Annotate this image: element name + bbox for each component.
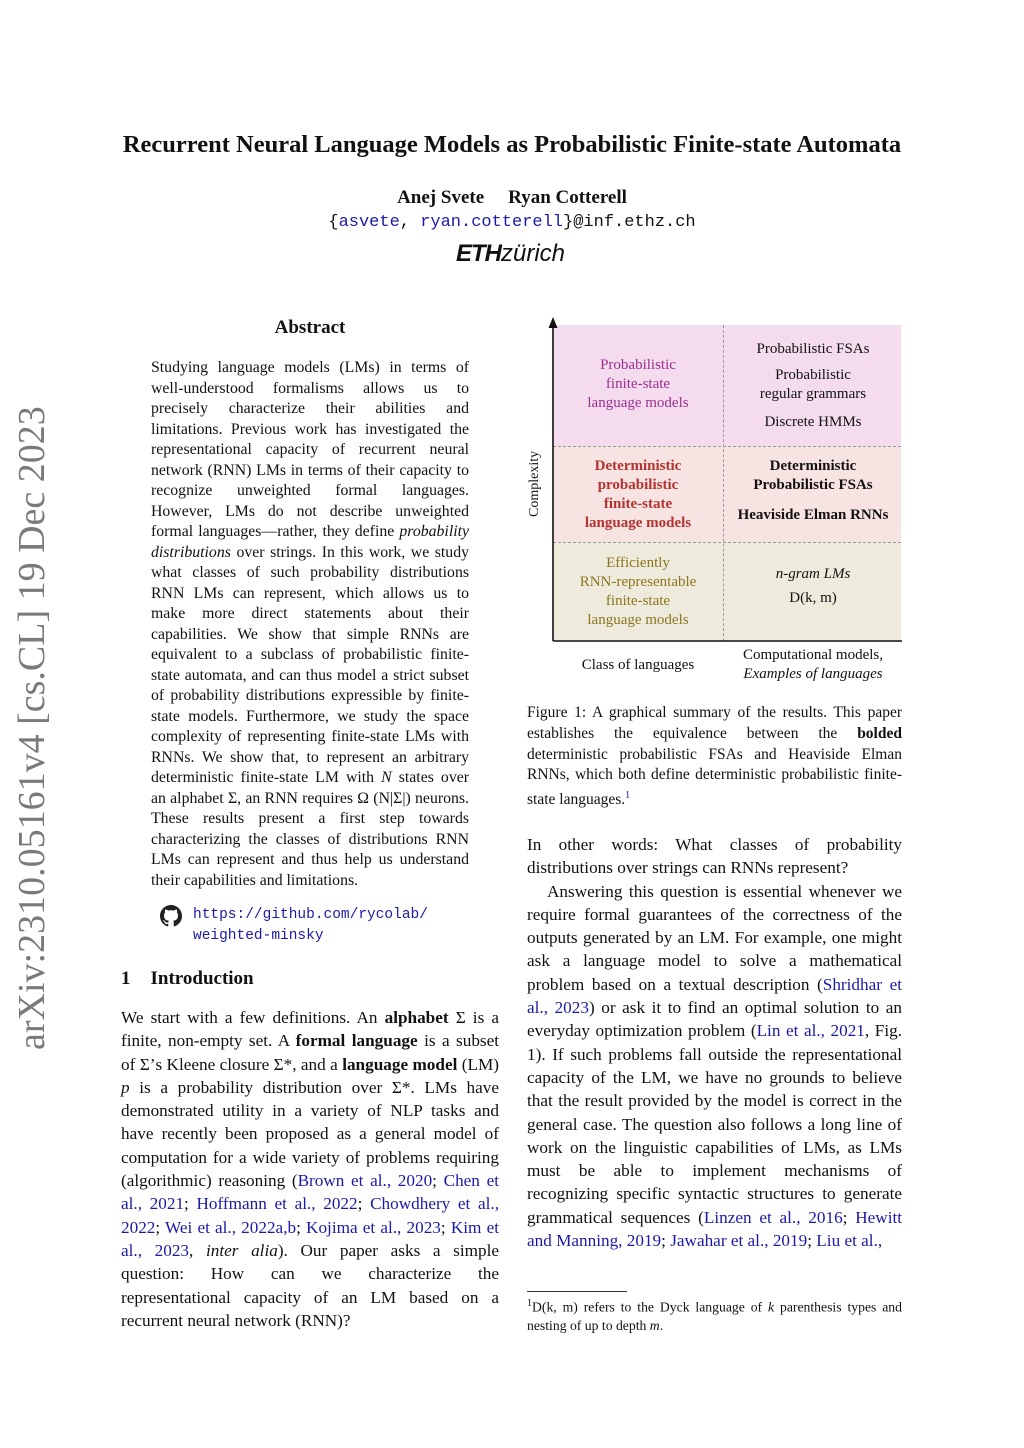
citation-link[interactable]: Linzen et al., 2016 <box>703 1207 843 1227</box>
footnote-rule <box>527 1291 627 1292</box>
top-left-cell: Probabilistic finite-state language models <box>587 357 689 411</box>
arxiv-watermark: arXiv:2310.05161v4 [cs.CL] 19 Dec 2023 <box>11 406 53 1050</box>
affiliation-logo <box>456 240 565 268</box>
bot-right-cell: n-gram LMs D(k, m) <box>775 566 851 606</box>
citation-link[interactable]: Shridhar et al., 2023 <box>527 974 902 1018</box>
abstract-body: Studying language models (LMs) in terms of well-understood formalisms allows us to precisely characterize their abilities and limitations. Previous work has investigated the representational capacity of recurrent neural network (RNN) LMs in terms of their capacity to recognize unweighted formal languages. However, LMs do not describe unweighted formal languages—rather, they define probability distributions over strings. In this work, we study what classes of such probability distributions RNN LMs can represent, which allows us to make more direct statements about their capabilities. We show that simple RNNs are equivalent to a subclass of probabilistic finite-state automata, and can thus model a strict subset of probability distributions expressible by finite-state models. Furthermore, we study the space complexity of representing finite-state LMs with RNNs. We show that, to represent an arbitrary deterministic finite-state LM with N states over an alphabet Σ, an RNN requires Ω (N|Σ|) neurons. These results present a first step towards characterizing the classes of distributions RNN LMs can represent and thus help us understand their capabilities and limitations. <box>151 359 469 889</box>
x-axis-label-right: Computational models, Examples of languages <box>743 647 883 682</box>
section-heading: 1 Introduction <box>121 968 254 989</box>
mid-left-cell: Deterministic probabilistic finite-state language models <box>584 458 692 531</box>
author-name: Ryan Cotterell <box>508 187 627 208</box>
citation-link[interactable]: Kojima et al., 2023 <box>306 1217 441 1237</box>
figure-caption: Figure 1: A graphical summary of the results. This paper establishes the equivalence between the bolded deterministic probabilistic FSAs and Heaviside Elman RNNs, which both define deterministic probabilistic finite-state languages.$^1$ <box>527 704 902 809</box>
mid-right-cell: Deterministic Probabilistic FSAs Heaviside Elman RNNs <box>737 458 889 523</box>
email-brace: { <box>328 213 339 232</box>
author-name: Anej Svete <box>397 187 485 208</box>
paper-title: Recurrent Neural Language Models as Probabilistic Finite-state Automata <box>122 131 902 158</box>
citation-link[interactable]: Kim et al., 2023 <box>121 1217 499 1260</box>
logo-bold: ETH <box>456 240 501 267</box>
citation-link[interactable]: Hoffmann et al., 2022 <box>196 1194 358 1214</box>
citation-link[interactable]: Hewitt and Manning, 2019 <box>527 1207 903 1251</box>
citation-link[interactable]: Chen et al., 2021 <box>121 1171 499 1214</box>
citation-link[interactable]: Wei et al., 2022a,b <box>165 1217 297 1237</box>
citation-link[interactable]: Liu et al., <box>816 1231 883 1251</box>
email-user-link[interactable]: asvete <box>338 213 400 232</box>
x-axis-label-left: Class of languages <box>581 657 695 673</box>
email-domain: }@inf.ethz.ch <box>563 213 696 232</box>
email-separator: , <box>399 213 421 232</box>
logo-rest: zürich <box>501 240 566 267</box>
github-icon[interactable] <box>160 905 182 927</box>
top-right-cell: Probabilistic FSAs Probabilistic regular grammars Discrete HMMs <box>756 341 870 430</box>
intro-paragraph: We start with a few definitions. An alphabet Σ is a finite, non-empty set. A formal language is a subset of Σ’s Kleene closure Σ*, and a language model (LM) p is a probability distribution over Σ*. LMs have demonstrated utility in a variety of NLP tasks and have recently been proposed as a general model of computation for a wide variety of problems requiring (algorithmic) reasoning (Brown et al., 2020; Chen et al., 2021; Hoffmann et al., 2022; Chowdhery et al., 2022; Wei et al., 2022a,b; Kojima et al., 2023; Kim et al., 2023, inter alia). Our paper asks a simple question: How can we characterize the representational capacity of an LM based on a recurrent neural network (RNN)? <box>121 1008 500 1330</box>
citation-link[interactable]: Brown et al., 2020 <box>297 1171 433 1191</box>
footnote-link[interactable]: 1 <box>625 790 631 802</box>
citation-link[interactable]: Lin et al., 2021 <box>756 1021 865 1041</box>
author-email <box>0 213 1024 232</box>
footnote: $^1$D(k, m) refers to the Dyck language of k parenthesis types and nesting of up to depth m. <box>527 1298 902 1333</box>
intro-paragraph-col2: In other words: What classes of probability distributions over strings can RNNs represent? Answering this question is essential whenever we require formal guarantees of the correctness of the outputs generated by an LM. For example, one might ask a language model to solve a mathematical problem based on a textual description (Shridhar et al., 2023) or ask it to find an optimal solution to an everyday optimization problem (Lin et al., 2021, Fig. 1). If such problems fall outside the representational capacity of the LM, we have no grounds to believe that the result provided by the model is correct in the general case. The question also follows a long line of work on the linguistic capabilities of LMs, as LMs must be able to implement mechanisms of recognizing specific syntactic structures to generate grammatical sequences (Linzen et al., 2016; Hewitt and Manning, 2019; Jawahar et al., 2019; Liu et al., <box>527 835 903 1251</box>
citation-link[interactable]: Jawahar et al., 2019 <box>670 1231 808 1251</box>
abstract-heading: Abstract <box>274 317 346 338</box>
citation-link[interactable]: Chowdhery et al., 2022 <box>121 1194 499 1237</box>
author-list <box>0 187 1024 209</box>
github-link[interactable]: https://github.com/rycolab/ weighted-minsky <box>193 907 428 944</box>
bot-left-cell: Efficiently RNN-representable finite-state language models <box>579 555 697 628</box>
email-user-link[interactable]: ryan.cotterell <box>420 213 564 232</box>
y-axis-label: Complexity <box>527 450 542 517</box>
